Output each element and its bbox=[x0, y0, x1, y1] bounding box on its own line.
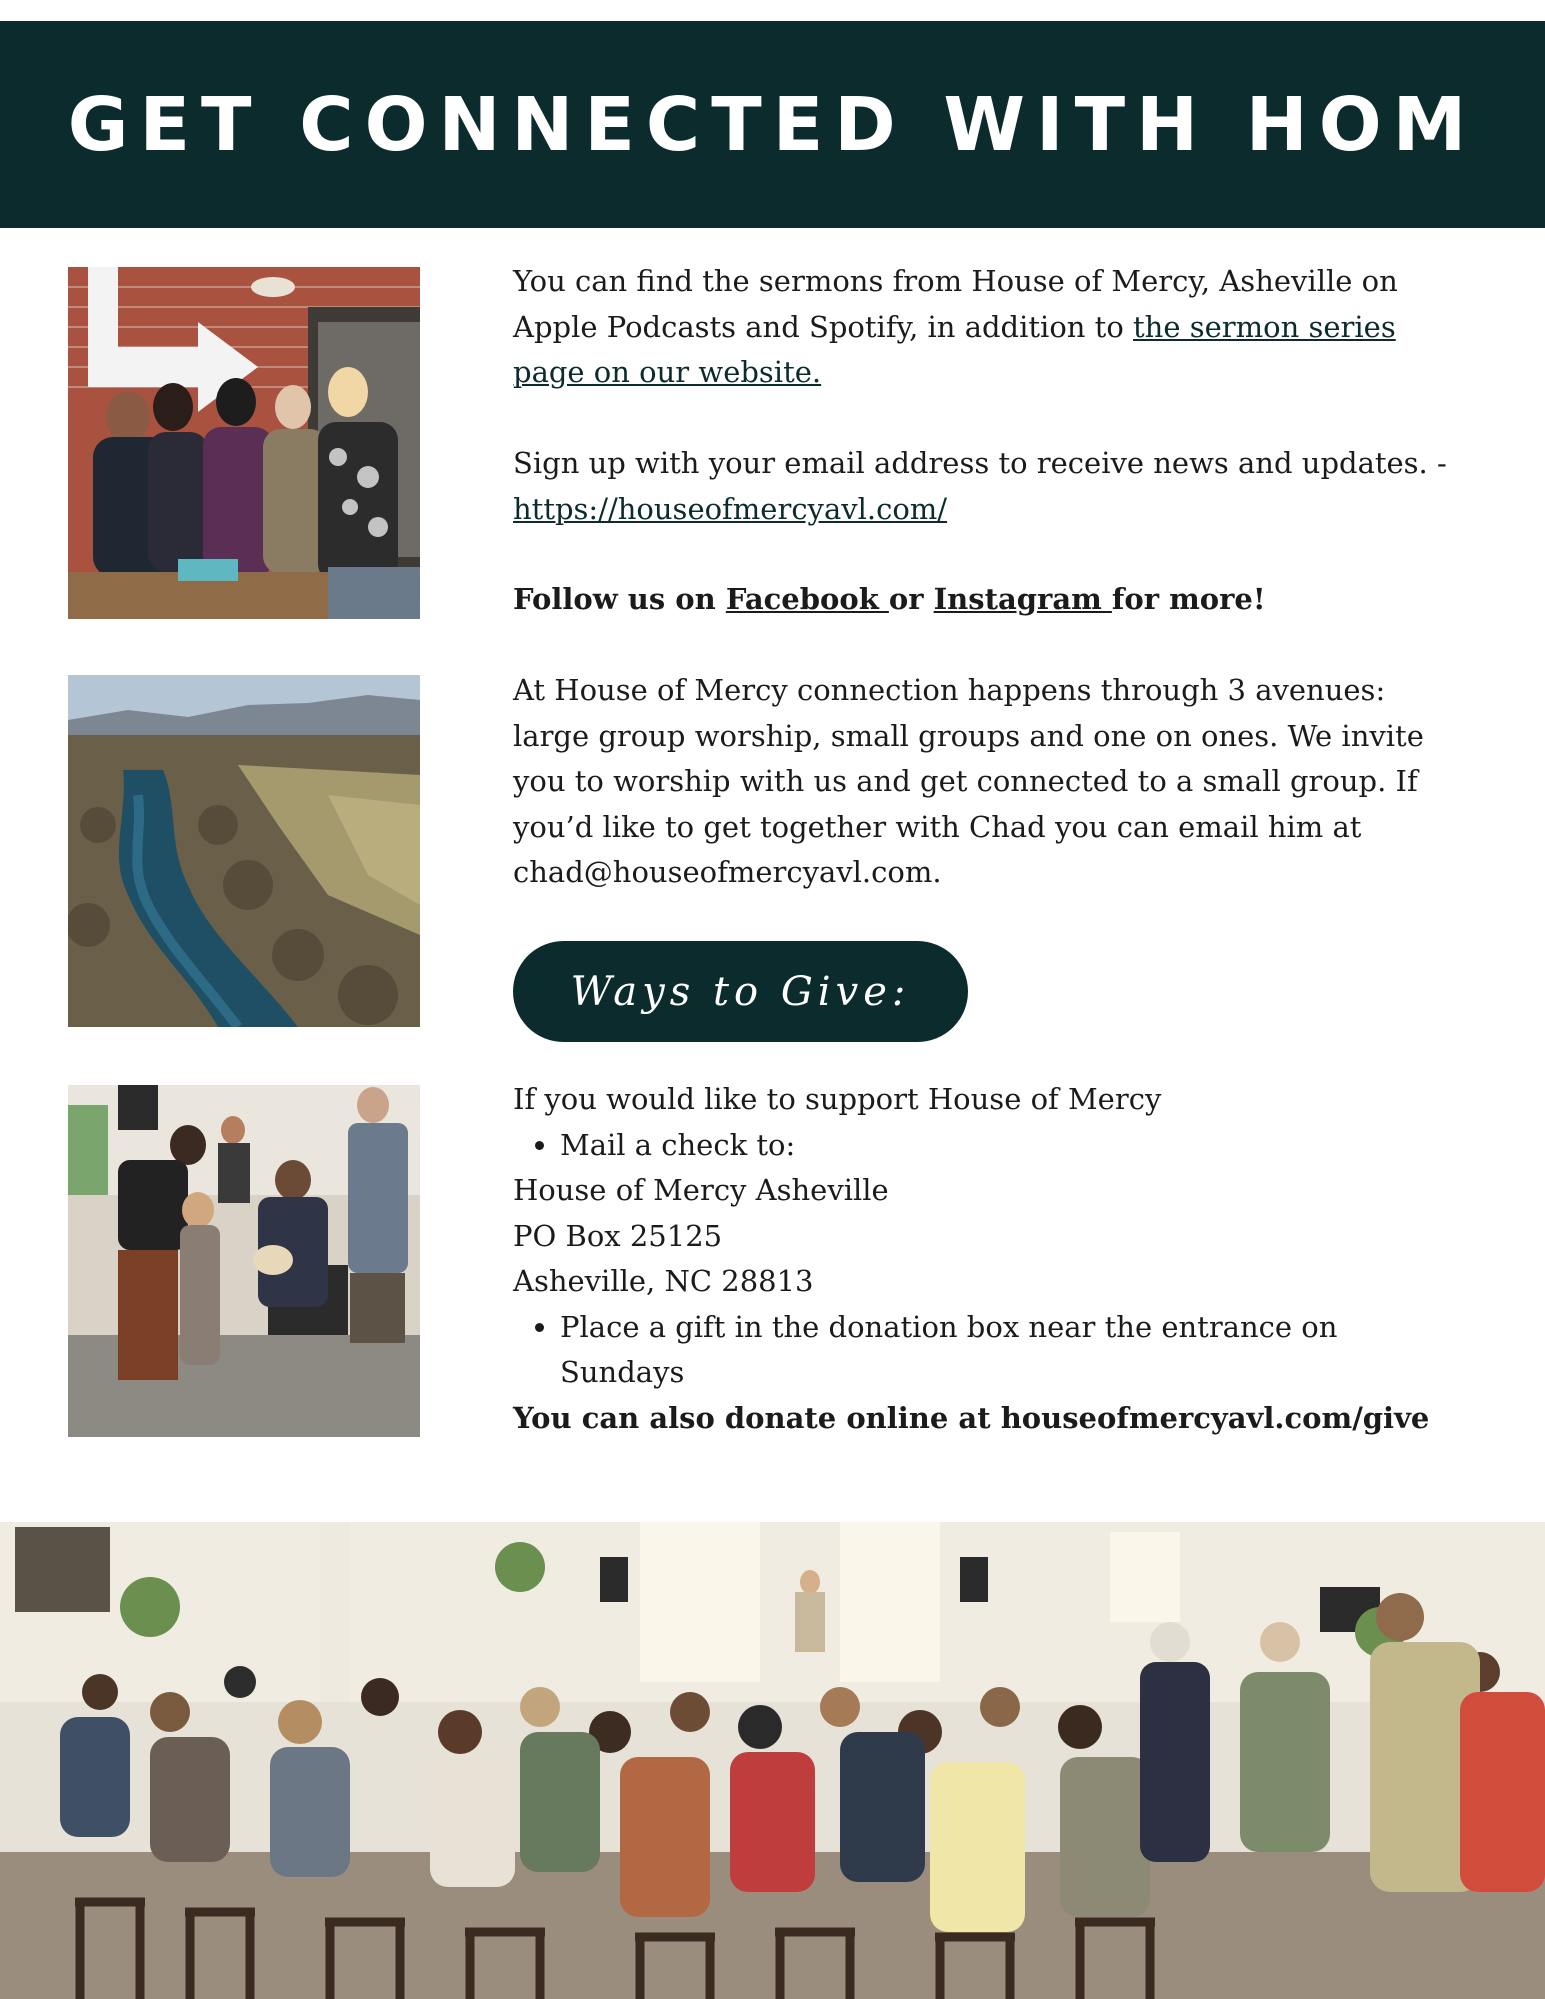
sermons-paragraph bbox=[513, 259, 1453, 396]
address-line-2: PO Box 25125 bbox=[513, 1218, 723, 1253]
sermon-series-link[interactable]: the sermon series page on our website. bbox=[513, 309, 1396, 389]
mail-check-item: • Mail a check to: bbox=[560, 1123, 1453, 1169]
give-intro: If you would like to support House of Mercy bbox=[513, 1082, 1162, 1116]
instagram-link[interactable]: Instagram bbox=[933, 582, 1112, 616]
group-of-women-photo bbox=[68, 267, 420, 619]
follow-prefix: Follow us on bbox=[513, 582, 726, 616]
ways-to-give-button[interactable]: Ways to Give: bbox=[513, 941, 968, 1042]
give-section bbox=[513, 1077, 1453, 1441]
signup-text: Sign up with your email address to receive news and updates. - bbox=[513, 446, 1447, 480]
address-line-3: Asheville, NC 28813 bbox=[513, 1264, 814, 1298]
facebook-link[interactable]: Facebook bbox=[725, 582, 889, 616]
give-list bbox=[513, 1123, 1453, 1169]
page-title: GET CONNECTED WITH HOM bbox=[67, 81, 1478, 168]
sermons-text: You can find the sermons from House of Mercy, Asheville on Apple Podcasts and Spotify, in addition to bbox=[513, 264, 1398, 344]
donation-box-item: • Place a gift in the donation box near the entrance on Sundays bbox=[560, 1305, 1453, 1396]
header-banner bbox=[0, 21, 1545, 228]
connection-paragraph bbox=[513, 668, 1453, 896]
website-link[interactable]: https://houseofmercyavl.com/ bbox=[513, 491, 948, 526]
congregation-gathering-photo bbox=[0, 1522, 1545, 1999]
mailing-address bbox=[513, 1168, 1453, 1305]
follow-paragraph bbox=[513, 577, 1453, 623]
connection-text: At House of Mercy connection happens through 3 avenues: large group worship, small groups and one on ones. We invite you to worship with us and get connected to a small group. If you’d like to get together with Chad you can email him at chad@houseofmercyavl.com. bbox=[513, 673, 1424, 889]
address-line-1: House of Mercy Asheville bbox=[513, 1173, 889, 1207]
river-aerial-photo bbox=[68, 675, 420, 1027]
online-donation-text: You can also donate online at houseofmercyavl.com/give bbox=[513, 1400, 1430, 1435]
worship-service-photo bbox=[68, 1085, 420, 1437]
signup-paragraph bbox=[513, 441, 1453, 532]
follow-suffix: for more! bbox=[1111, 582, 1266, 616]
give-list-2 bbox=[513, 1305, 1453, 1396]
follow-or: or bbox=[888, 582, 934, 616]
